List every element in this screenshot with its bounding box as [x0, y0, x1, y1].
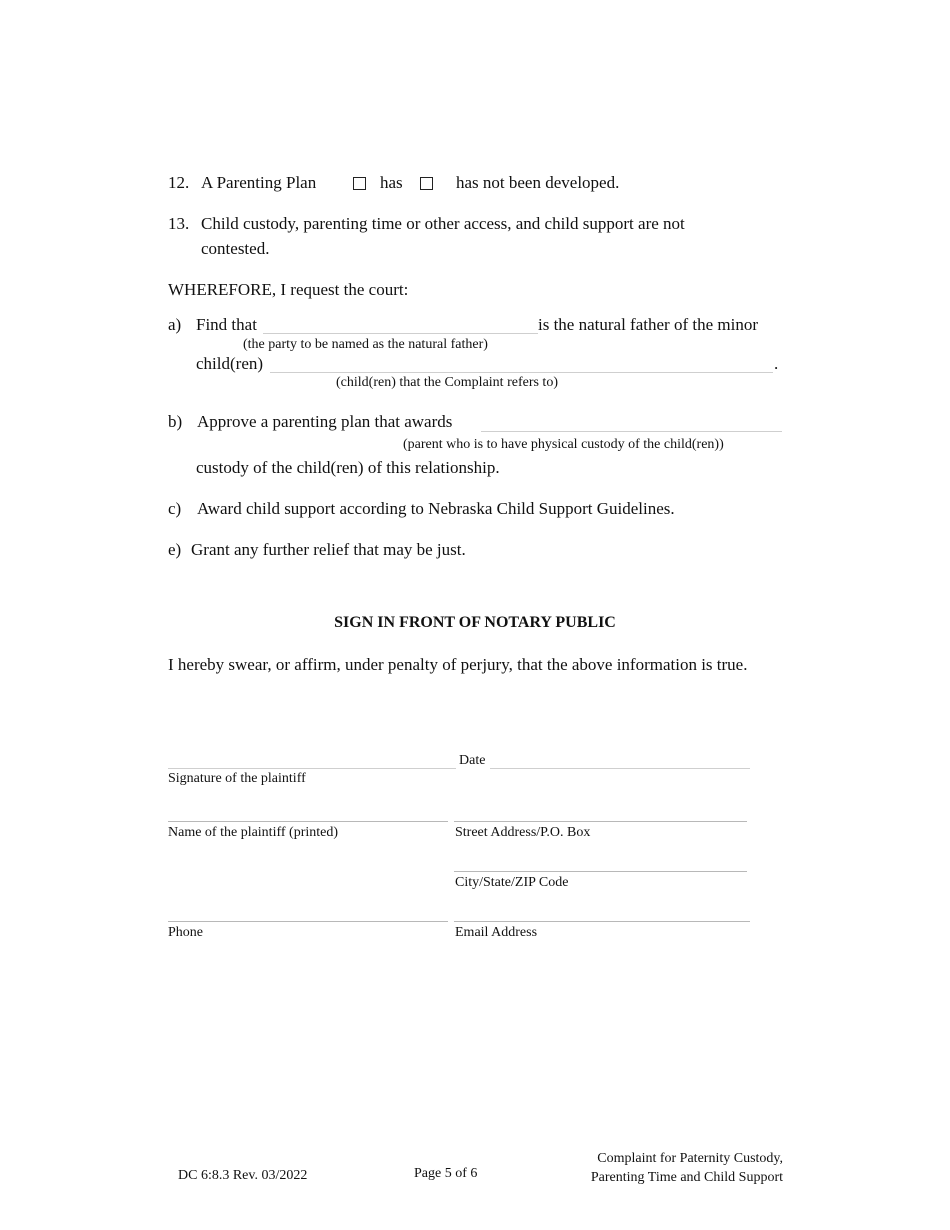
- has-not-checkbox[interactable]: [420, 177, 433, 190]
- natural-father-field[interactable]: [263, 333, 538, 334]
- request-a-natural-father-text: is the natural father of the minor: [538, 315, 758, 334]
- page-number: Page 5 of 6: [414, 1166, 478, 1181]
- item-13-line1: Child custody, parenting time or other access, and child support are not: [201, 214, 685, 233]
- custodial-parent-field[interactable]: [481, 431, 782, 432]
- phone-field[interactable]: [168, 921, 448, 922]
- form-title-line2: Parenting Time and Child Support: [590, 1170, 783, 1185]
- city-state-zip-field[interactable]: [454, 871, 747, 872]
- street-address-label: Street Address/P.O. Box: [455, 825, 591, 840]
- request-b-letter: b): [168, 412, 183, 431]
- children-hint: (child(ren) that the Complaint refers to): [336, 375, 558, 390]
- street-address-field[interactable]: [454, 821, 747, 822]
- natural-father-hint: (the party to be named as the natural father): [243, 337, 488, 352]
- oath-statement: I hereby swear, or affirm, under penalty of perjury, that the above information is true.: [168, 655, 748, 674]
- notary-heading: SIGN IN FRONT OF NOTARY PUBLIC: [334, 614, 616, 631]
- printed-name-label: Name of the plaintiff (printed): [168, 825, 339, 840]
- signature-field[interactable]: [168, 768, 456, 769]
- has-checkbox[interactable]: [353, 177, 366, 190]
- children-label: child(ren): [196, 354, 264, 373]
- phone-label: Phone: [168, 925, 203, 940]
- item-13-number: 13.: [168, 214, 190, 233]
- signature-label: Signature of the plaintiff: [168, 771, 306, 786]
- request-e-letter: e): [168, 540, 182, 559]
- has-option-label: has: [380, 173, 403, 192]
- form-title: [591, 1149, 783, 1187]
- has-not-option-label: has not been developed.: [456, 173, 620, 192]
- form-id: DC 6:8.3 Rev. 03/2022: [178, 1168, 308, 1183]
- email-field[interactable]: [454, 921, 750, 922]
- item-13-line2: contested.: [201, 239, 270, 258]
- item-12-label: A Parenting Plan: [201, 173, 317, 192]
- request-a-letter: a): [168, 315, 182, 334]
- request-a-find-that: Find that: [196, 315, 257, 334]
- request-e-text: Grant any further relief that may be just.: [191, 540, 466, 559]
- request-b-line2: custody of the child(ren) of this relationship.: [196, 458, 500, 477]
- request-c-text: Award child support according to Nebraska Child Support Guidelines.: [197, 499, 675, 518]
- children-field[interactable]: [270, 372, 773, 373]
- date-label: Date: [459, 753, 486, 768]
- children-period: .: [774, 354, 779, 373]
- email-label: Email Address: [455, 925, 538, 940]
- city-state-zip-label: City/State/ZIP Code: [455, 875, 569, 890]
- date-field[interactable]: [490, 768, 750, 769]
- request-b-text: Approve a parenting plan that awards: [197, 412, 453, 431]
- request-c-letter: c): [168, 499, 182, 518]
- form-title-line1: Complaint for Paternity Custody,: [597, 1151, 783, 1166]
- item-12-number: 12.: [168, 173, 190, 192]
- wherefore-text: WHEREFORE, I request the court:: [168, 280, 409, 299]
- printed-name-field[interactable]: [168, 821, 448, 822]
- custodial-parent-hint: (parent who is to have physical custody of the child(ren)): [403, 437, 724, 452]
